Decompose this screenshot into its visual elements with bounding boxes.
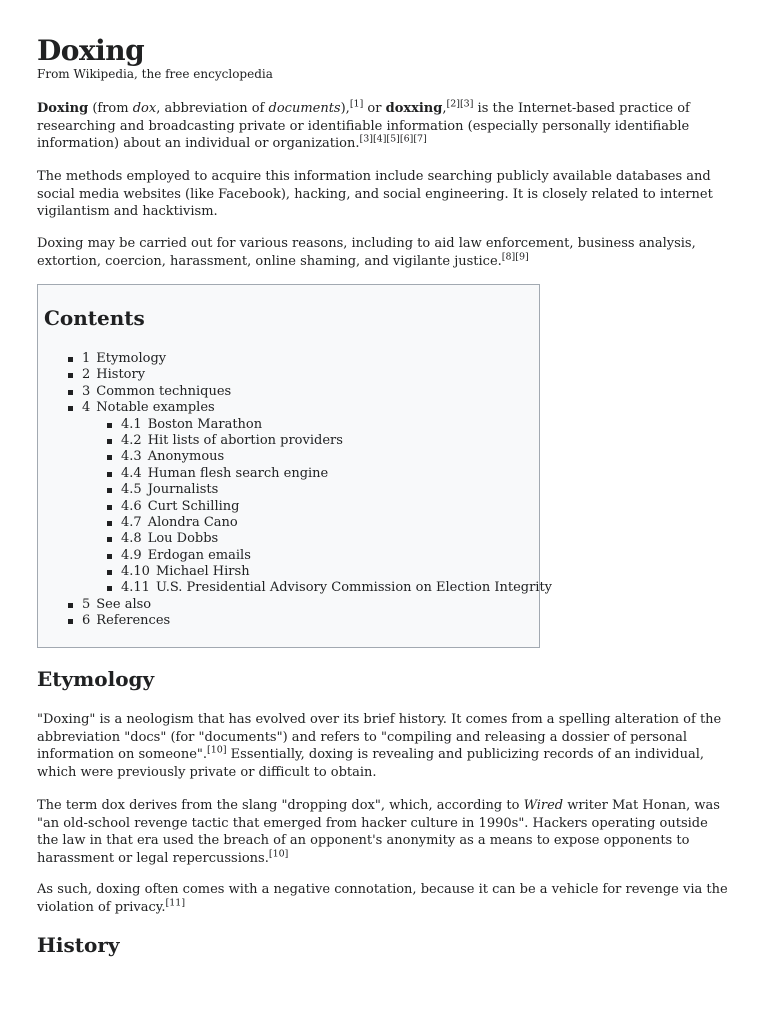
toc-label: Michael Hirsh [155, 564, 250, 580]
intro-paragraph-1 [37, 100, 731, 153]
toc-item-notable-examples[interactable] [82, 400, 552, 416]
toc-number: 1 [82, 351, 91, 366]
toc-item-see-also[interactable] [82, 597, 552, 613]
toc-label: References [96, 613, 171, 629]
toc-number: 4 [82, 400, 91, 416]
toc-label: Boston Marathon [147, 416, 263, 432]
text-span: As such, doxing often comes with a negative connotation, because it can be a vehicle for revenge via the violation of privacy. [37, 882, 728, 915]
toc-item-etymology[interactable] [82, 351, 552, 367]
toc-number: 4.2 [121, 432, 142, 448]
toc-title: Contents [44, 306, 145, 330]
etymology-paragraph-2 [37, 797, 731, 867]
citation-link[interactable]: [10] [268, 848, 289, 860]
term-doxxing: doxxing [385, 101, 443, 116]
text-span: (from [88, 101, 133, 116]
toc-number: 4.11 [121, 580, 150, 596]
page-title: Doxing [37, 34, 145, 67]
toc-item-lou-dobbs[interactable] [121, 531, 552, 547]
toc-item-references[interactable] [82, 613, 552, 629]
toc-number: 5 [82, 596, 91, 612]
toc-list [82, 351, 552, 630]
toc-label: See also [96, 596, 152, 612]
toc-label: U.S. Presidential Advisory Commission on Election Integrity [155, 580, 553, 596]
toc-item-anonymous[interactable] [121, 449, 552, 465]
toc-label: Anonymous [147, 449, 225, 465]
toc-label: Notable examples [96, 400, 215, 416]
toc-item-election-integrity[interactable] [121, 580, 552, 596]
text-span: or [363, 101, 386, 116]
text-span: is the Internet-based practice of researching and broadcasting private or identifiable information (especially personally identifiable information) about an individual or organization. [37, 101, 690, 151]
citation-link[interactable]: [11] [165, 897, 186, 909]
toc-number: 6 [82, 613, 91, 629]
citation-link[interactable]: [2][3] [446, 98, 474, 110]
toc-item-hit-lists[interactable] [121, 433, 552, 449]
citation-link[interactable]: [10] [207, 744, 227, 756]
toc-item-human-flesh-search[interactable] [121, 466, 552, 482]
text-span: "Doxing" is a neologism that has evolved over its brief history. It comes from a spelling alteration of the abbreviation "docs" (for "documents") and refers to "compiling and releasing a dossier of personal information on someone". [37, 712, 722, 762]
text-span: , abbreviation of [156, 101, 269, 116]
table-of-contents [37, 284, 553, 648]
term-wired[interactable]: Wired [523, 798, 564, 813]
toc-item-alondra-cano[interactable] [121, 515, 552, 531]
section-heading-history: History [37, 933, 120, 957]
toc-number: 4.7 [121, 514, 142, 530]
toc-label: Hit lists of abortion providers [147, 432, 343, 448]
toc-number: 4.3 [121, 449, 142, 465]
text-span: Essentially, doxing is revealing and publicizing records of an individual, which were previously private or difficult to obtain. [37, 747, 704, 780]
text-span: ), [340, 101, 350, 116]
tagline: From Wikipedia, the free encyclopedia [37, 67, 273, 81]
toc-item-common-techniques[interactable] [82, 384, 552, 400]
term-dox: dox [132, 101, 157, 116]
citation-link[interactable]: [8][9] [501, 251, 529, 263]
toc-item-journalists[interactable] [121, 482, 552, 498]
toc-item-michael-hirsh[interactable] [121, 564, 552, 580]
toc-number: 4.5 [121, 482, 142, 498]
toc-item-boston-marathon[interactable] [121, 417, 552, 433]
toc-item-history[interactable] [82, 367, 552, 383]
term-documents: documents [268, 101, 341, 116]
toc-label: Lou Dobbs [147, 531, 219, 547]
intro-paragraph-3 [37, 235, 731, 270]
toc-item-erdogan-emails[interactable] [121, 548, 552, 564]
section-heading-etymology: Etymology [37, 667, 155, 691]
toc-number: 4.8 [121, 531, 142, 547]
toc-label: Erdogan emails [147, 547, 251, 563]
citation-link[interactable]: [1] [349, 98, 364, 110]
toc-number: 4.6 [121, 498, 142, 514]
toc-label: Common techniques [96, 383, 232, 399]
toc-item-curt-schilling[interactable] [121, 499, 552, 515]
toc-number: 3 [82, 383, 91, 399]
toc-label: Etymology [96, 351, 167, 366]
toc-number: 4.1 [121, 416, 142, 432]
toc-label: Human flesh search engine [147, 465, 329, 481]
toc-label: Alondra Cano [147, 514, 238, 530]
text-span: , [442, 101, 447, 116]
toc-label: Curt Schilling [147, 498, 240, 514]
toc-number: 4.4 [121, 465, 142, 481]
text-span: The term dox derives from the slang "dropping dox", which, according to [37, 798, 524, 813]
toc-number: 4.10 [121, 564, 150, 580]
etymology-paragraph-3 [37, 881, 731, 916]
citation-link[interactable]: [3][4][5][6][7] [359, 133, 427, 145]
toc-number: 2 [82, 367, 91, 383]
text-span: writer Mat Honan, was "an old-school revenge tactic that emerged from hacker culture in 1990s". Hackers operating outside the law in that era used the breach of an opponent's anonymity as a means to expose opponents to harassment or legal repercussions. [37, 798, 720, 866]
text-span: Doxing may be carried out for various reasons, including to aid law enforcement, business analysis, extortion, coercion, harassment, online shaming, and vigilante justice. [37, 236, 696, 269]
toc-label: History [96, 367, 146, 383]
etymology-paragraph-1 [37, 711, 731, 781]
toc-number: 4.9 [121, 547, 142, 563]
term-doxing: Doxing [37, 101, 89, 116]
intro-paragraph-2 [37, 168, 731, 221]
toc-label: Journalists [147, 482, 219, 498]
paragraph-text: The methods employed to acquire this information include searching publicly available databases and social media websites (like Facebook), hacking, and social engineering. It is closely related to internet vigilantism and hacktivism. [37, 169, 713, 219]
